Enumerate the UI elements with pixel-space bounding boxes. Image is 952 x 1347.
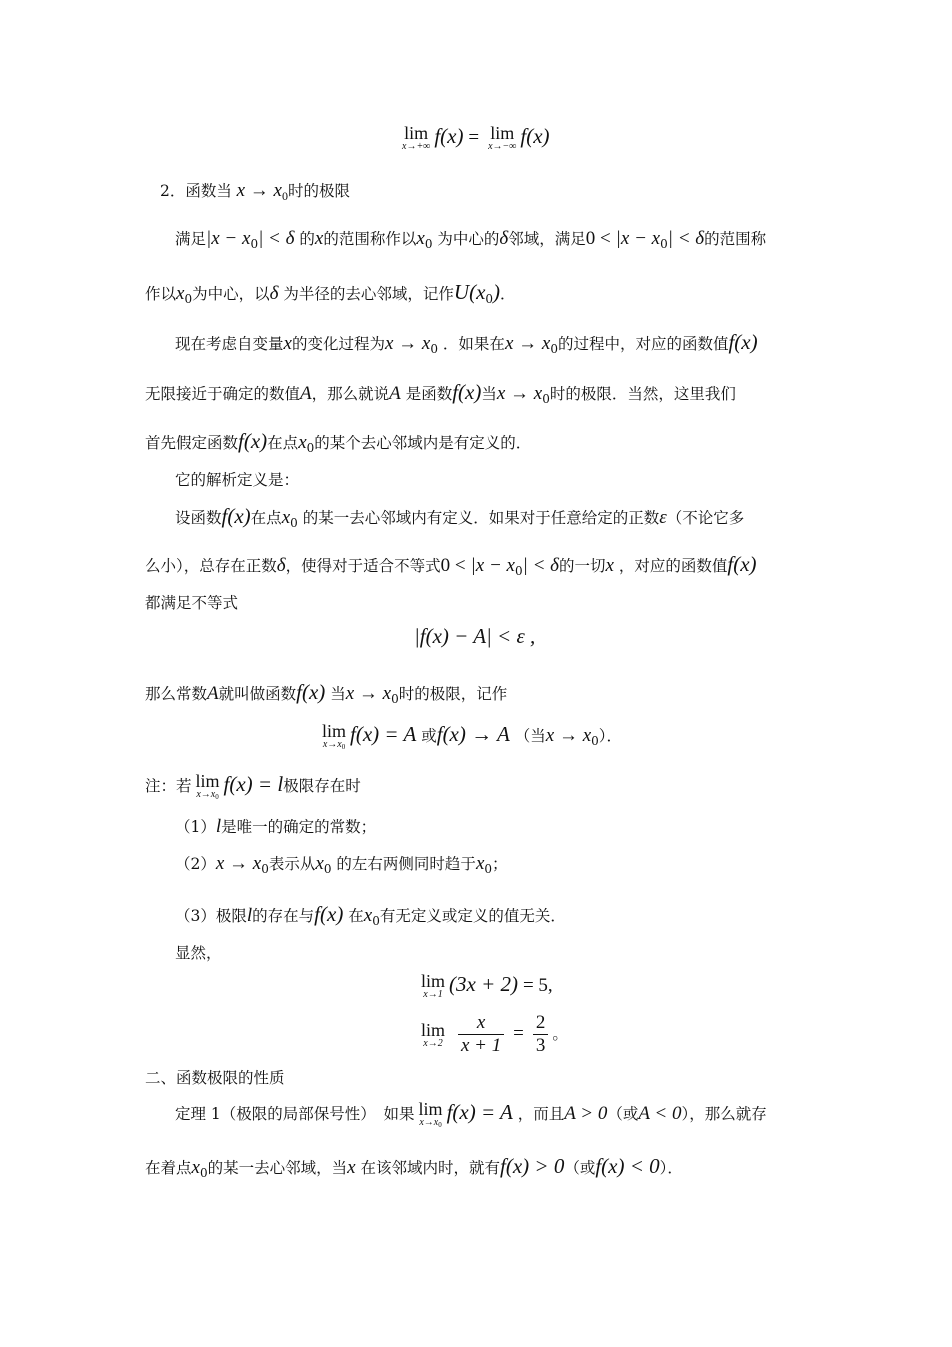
lim-operator: lim $x\to x_0$: [322, 721, 347, 751]
example-equation-2: lim x→2 $\frac{x}{x + 1}$ = $\frac{2}{3}$ 。: [421, 1012, 568, 1056]
paragraph-line: 设函数f(x)在点$x_0$ 的某一去心邻域内有定义．如果对于任意给定的正数ε（不论它多: [175, 504, 745, 530]
lim-operator: lim $x\to x_0$: [195, 771, 220, 801]
limit-definition-equation: lim $x\to x_0$ f(x) = A 或f(x) → A （当$x \to x_0$）．: [322, 721, 623, 751]
section-heading: 二、函数极限的性质: [145, 1069, 285, 1087]
paragraph-line: 么小），总存在正数δ，使得对于适合不等式$0 < |x - x_0| < \delta$的一切x ，对应的函数值f(x): [145, 552, 757, 578]
theorem-line: 在着点$x_0$的某一去心邻域，当x 在该邻域内时，就有f(x) > 0（或f(x) < 0）．: [145, 1154, 683, 1180]
section-heading: 2．函数当 $x \to x_0$时的极限: [160, 180, 351, 203]
paragraph-line: 都满足不等式: [145, 594, 239, 612]
lim-operator: lim x→+∞: [402, 123, 431, 152]
lim-operator: lim $x\to x_0$: [418, 1099, 443, 1129]
paragraph-line: 现在考虑自变量x的变化过程为$x \to x_0$ ．如果在$x \to x_0$的过程中，对应的函数值f(x): [175, 330, 758, 356]
theorem-line: 定理 1（极限的局部保号性） 如果 lim $x\to x_0$ f(x) = A ，而且A > 0（或A < 0），那么就存: [175, 1099, 767, 1129]
paragraph-line: 作以$x_0$为中心，以δ 为半径的去心邻域，记作$U(x_0)$．: [145, 280, 516, 306]
equation-limits-infinity: lim x→+∞ f(x) = lim x→−∞ f(x): [402, 123, 550, 152]
lim-operator: lim x→−∞: [488, 123, 517, 152]
paragraph-line: 满足$|x - x_0| < \delta$ 的x的范围称作以$x_0$ 为中心的δ邻域，满足$0 < |x - x_0| < \delta$的范围称: [175, 228, 767, 251]
paragraph-line: 首先假定函数f(x)在点$x_0$的某个去心邻域内是有定义的．: [145, 429, 532, 455]
paragraph-line: 无限接近于确定的数值A，那么就说A 是函数f(x)当$x \to x_0$时的极限．当然，这里我们: [145, 380, 736, 406]
lim-operator: lim x→2: [421, 1019, 446, 1049]
paragraph-line: 它的解析定义是：: [175, 471, 300, 489]
lim-operator: lim x→1: [421, 971, 446, 1000]
paragraph-line: 显然，: [175, 944, 222, 962]
paragraph-line: 那么常数A就叫做函数f(x) 当$x \to x_0$时的极限，记作: [145, 680, 508, 706]
note-item: （3）极限l的存在与f(x) 在$x_0$有无定义或定义的值无关．: [175, 902, 566, 928]
example-equation-1: lim x→1 (3x + 2) = 5,: [421, 971, 553, 1000]
note-line: 注：若 lim $x\to x_0$ f(x) = l极限存在时: [145, 771, 361, 801]
inequality-equation: |f(x) − A| < ε ,: [414, 624, 536, 648]
note-item: $(2)x \to x_0$表示从$x_0$ 的左右两侧同时趋于$x_0$；: [175, 853, 508, 876]
note-item: （1）l是唯一的确定的常数；: [175, 816, 377, 837]
fraction: $\frac{x}{x + 1}$: [458, 1012, 504, 1057]
fraction: $\frac{2}{3}$: [533, 1012, 549, 1057]
